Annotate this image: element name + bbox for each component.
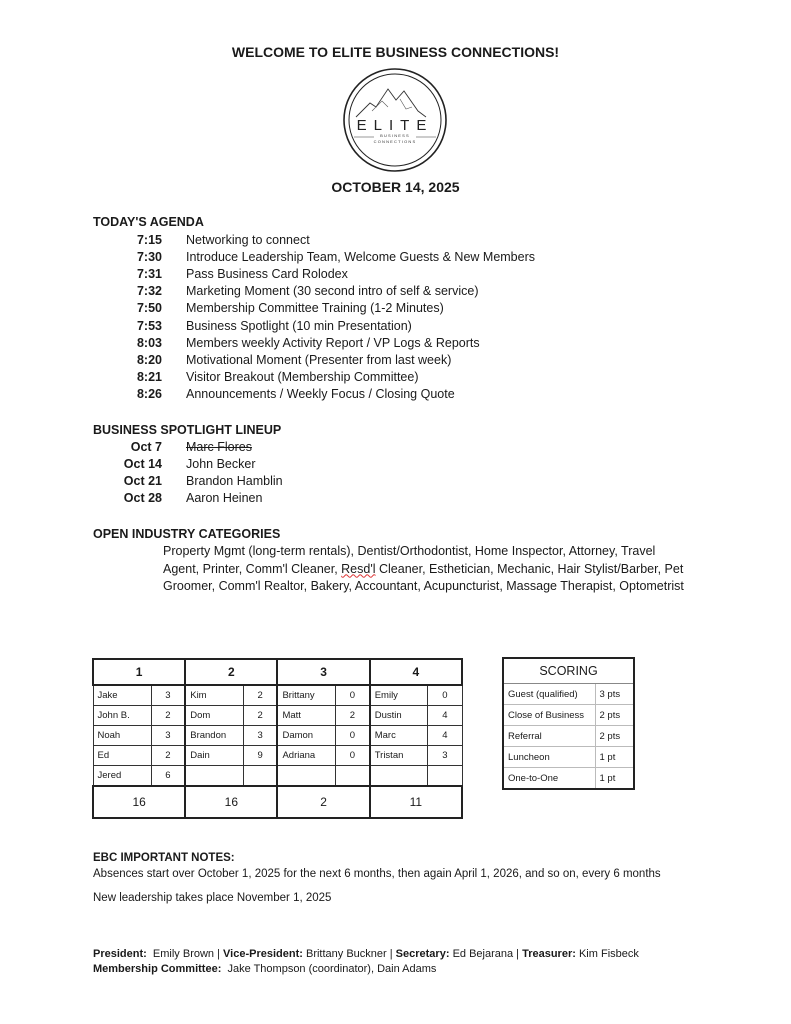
member-name: Tristan bbox=[370, 746, 428, 766]
member-name: Noah bbox=[93, 726, 151, 746]
spotlight-item bbox=[0, 490, 791, 507]
team-total: 16 bbox=[185, 786, 277, 818]
categories-text: Property Mgmt (long-term rentals), Dentist/Orthodontist, Home Inspector, Attorney, Travel Agent, Printer, Comm'l Cleaner, Resd'l Cleaner, Esthetician, Mechanic, Hair Stylist/Barber, Pet Groomer, Comm'l Realtor, Bakery, Accountant, Acupuncturist, Massage Therapist, Optometrist bbox=[163, 544, 684, 593]
member-points: 3 bbox=[243, 726, 277, 746]
scoring-points: 3 pts bbox=[595, 684, 634, 705]
svg-text:BUSINESS: BUSINESS bbox=[380, 133, 410, 138]
meeting-date: OCTOBER 14, 2025 bbox=[331, 179, 460, 195]
scoring-points: 1 pt bbox=[595, 768, 634, 790]
member-name: Dain bbox=[185, 746, 243, 766]
member-name: Emily bbox=[370, 685, 428, 706]
team-scores-table bbox=[92, 658, 463, 819]
member-points: 3 bbox=[151, 685, 185, 706]
member-points: 2 bbox=[243, 706, 277, 726]
member-name bbox=[277, 766, 335, 787]
agenda-desc: Pass Business Card Rolodex bbox=[186, 267, 348, 282]
member-points: 6 bbox=[151, 766, 185, 787]
member-points bbox=[428, 766, 462, 787]
team-row bbox=[93, 766, 462, 787]
agenda-time: 8:20 bbox=[136, 352, 162, 367]
team-row bbox=[93, 746, 462, 766]
member-name: Ed bbox=[93, 746, 151, 766]
team-row bbox=[93, 685, 462, 706]
agenda-desc: Marketing Moment (30 second intro of self & service) bbox=[186, 284, 479, 299]
agenda-item bbox=[0, 386, 791, 403]
member-points: 3 bbox=[428, 746, 462, 766]
member-points: 0 bbox=[428, 685, 462, 706]
scoring-table bbox=[502, 657, 635, 790]
team-header: 2 bbox=[185, 659, 277, 685]
spotlight-date: Oct 21 bbox=[123, 474, 162, 488]
team-header: 4 bbox=[370, 659, 462, 685]
agenda-item bbox=[0, 352, 791, 369]
agenda-time: 7:31 bbox=[136, 267, 162, 282]
scoring-activity: Luncheon bbox=[503, 747, 595, 768]
member-points: 4 bbox=[428, 726, 462, 746]
member-points: 9 bbox=[243, 746, 277, 766]
spotlight-date: Oct 7 bbox=[130, 440, 162, 454]
spotlight-name: John Becker bbox=[186, 457, 256, 471]
member-name: Damon bbox=[277, 726, 335, 746]
member-points: 0 bbox=[336, 746, 370, 766]
scoring-row bbox=[503, 684, 634, 705]
agenda-item bbox=[0, 369, 791, 386]
agenda-time: 7:53 bbox=[136, 318, 162, 333]
agenda-time: 7:50 bbox=[136, 301, 162, 316]
categories-heading: OPEN INDUSTRY CATEGORIES bbox=[93, 527, 281, 541]
agenda-item bbox=[0, 335, 791, 352]
member-points bbox=[336, 766, 370, 787]
spellcheck-flagged-word: Resd'l bbox=[341, 561, 376, 576]
agenda-desc: Business Spotlight (10 min Presentation) bbox=[186, 318, 412, 333]
member-name: Dustin bbox=[370, 706, 428, 726]
member-name: Adriana bbox=[277, 746, 335, 766]
spotlight-name: Marc Flores bbox=[186, 440, 252, 454]
member-points: 2 bbox=[151, 706, 185, 726]
agenda-desc: Membership Committee Training (1-2 Minutes) bbox=[186, 301, 444, 316]
spotlight-heading: BUSINESS SPOTLIGHT LINEUP bbox=[93, 423, 282, 437]
agenda-item bbox=[0, 283, 791, 300]
scoring-row bbox=[503, 768, 634, 790]
agenda-desc: Networking to connect bbox=[186, 233, 310, 247]
member-points: 2 bbox=[336, 706, 370, 726]
spotlight-date: Oct 14 bbox=[123, 457, 162, 471]
scoring-points: 1 pt bbox=[595, 747, 634, 768]
scoring-heading: SCORING bbox=[503, 658, 634, 684]
member-name bbox=[185, 766, 243, 787]
agenda-time: 7:15 bbox=[136, 233, 162, 247]
agenda-desc: Announcements / Weekly Focus / Closing Quote bbox=[186, 386, 455, 401]
member-name: Jake bbox=[93, 685, 151, 706]
scoring-points: 2 pts bbox=[595, 705, 634, 726]
member-points bbox=[243, 766, 277, 787]
agenda-item bbox=[0, 249, 791, 266]
agenda-item bbox=[0, 318, 791, 335]
agenda-time: 7:32 bbox=[136, 284, 162, 299]
agenda-desc: Visitor Breakout (Membership Committee) bbox=[186, 369, 419, 384]
member-name: Kim bbox=[185, 685, 243, 706]
member-name: Marc bbox=[370, 726, 428, 746]
member-name: John B. bbox=[93, 706, 151, 726]
member-name: Matt bbox=[277, 706, 335, 726]
team-totals-row bbox=[93, 786, 462, 818]
svg-text:CONNECTIONS: CONNECTIONS bbox=[373, 139, 417, 144]
svg-text:ELITE: ELITE bbox=[356, 117, 434, 134]
member-points: 4 bbox=[428, 706, 462, 726]
spotlight-date: Oct 28 bbox=[123, 491, 162, 505]
agenda-item bbox=[0, 266, 791, 283]
agenda-desc: Motivational Moment (Presenter from last week) bbox=[186, 352, 452, 367]
team-header: 3 bbox=[277, 659, 369, 685]
scoring-activity: One-to-One bbox=[503, 768, 595, 790]
agenda-item bbox=[0, 232, 791, 249]
officers-line: President: Emily Brown | Vice-President: Brittany Buckner | Secretary: Ed Bejarana | Treasurer: Kim Fisbeck bbox=[93, 948, 639, 960]
scoring-row bbox=[503, 747, 634, 768]
member-name: Brandon bbox=[185, 726, 243, 746]
mountain-logo-icon bbox=[342, 67, 448, 173]
member-name: Dom bbox=[185, 706, 243, 726]
scoring-activity: Guest (qualified) bbox=[503, 684, 595, 705]
spotlight-item bbox=[0, 473, 791, 490]
spotlight-item bbox=[0, 439, 791, 456]
agenda-desc: Members weekly Activity Report / VP Logs & Reports bbox=[186, 335, 480, 350]
member-name bbox=[370, 766, 428, 787]
scoring-activity: Close of Business bbox=[503, 705, 595, 726]
scoring-points: 2 pts bbox=[595, 726, 634, 747]
notes-absences: Absences start over October 1, 2025 for the next 6 months, then again April 1, 2026, and so on, every 6 months bbox=[93, 868, 661, 880]
member-points: 3 bbox=[151, 726, 185, 746]
team-total: 11 bbox=[370, 786, 462, 818]
agenda-time: 8:21 bbox=[136, 369, 162, 384]
member-name: Jered bbox=[93, 766, 151, 787]
team-total: 2 bbox=[277, 786, 369, 818]
member-points: 2 bbox=[151, 746, 185, 766]
team-row bbox=[93, 726, 462, 746]
scoring-activity: Referral bbox=[503, 726, 595, 747]
member-name: Brittany bbox=[277, 685, 335, 706]
scoring-row bbox=[503, 726, 634, 747]
notes-leadership: New leadership takes place November 1, 2025 bbox=[93, 892, 332, 904]
page-title: WELCOME TO ELITE BUSINESS CONNECTIONS! bbox=[231, 44, 560, 60]
team-total: 16 bbox=[93, 786, 185, 818]
member-points: 0 bbox=[336, 726, 370, 746]
agenda-item bbox=[0, 300, 791, 317]
spotlight-item bbox=[0, 456, 791, 473]
scoring-row bbox=[503, 705, 634, 726]
member-points: 2 bbox=[243, 685, 277, 706]
agenda-time: 8:26 bbox=[136, 386, 162, 401]
member-points: 0 bbox=[336, 685, 370, 706]
agenda-time: 7:30 bbox=[136, 250, 162, 265]
committee-line: Membership Committee: Jake Thompson (coordinator), Dain Adams bbox=[93, 963, 437, 975]
spotlight-name: Brandon Hamblin bbox=[186, 474, 283, 488]
spotlight-name: Aaron Heinen bbox=[186, 491, 263, 505]
agenda-desc: Introduce Leadership Team, Welcome Guests & New Members bbox=[186, 250, 535, 265]
agenda-time: 8:03 bbox=[136, 335, 162, 350]
team-header: 1 bbox=[93, 659, 185, 685]
team-row bbox=[93, 706, 462, 726]
agenda-heading: TODAY'S AGENDA bbox=[93, 215, 204, 229]
logo bbox=[342, 67, 448, 173]
notes-heading: EBC IMPORTANT NOTES: bbox=[93, 852, 235, 864]
